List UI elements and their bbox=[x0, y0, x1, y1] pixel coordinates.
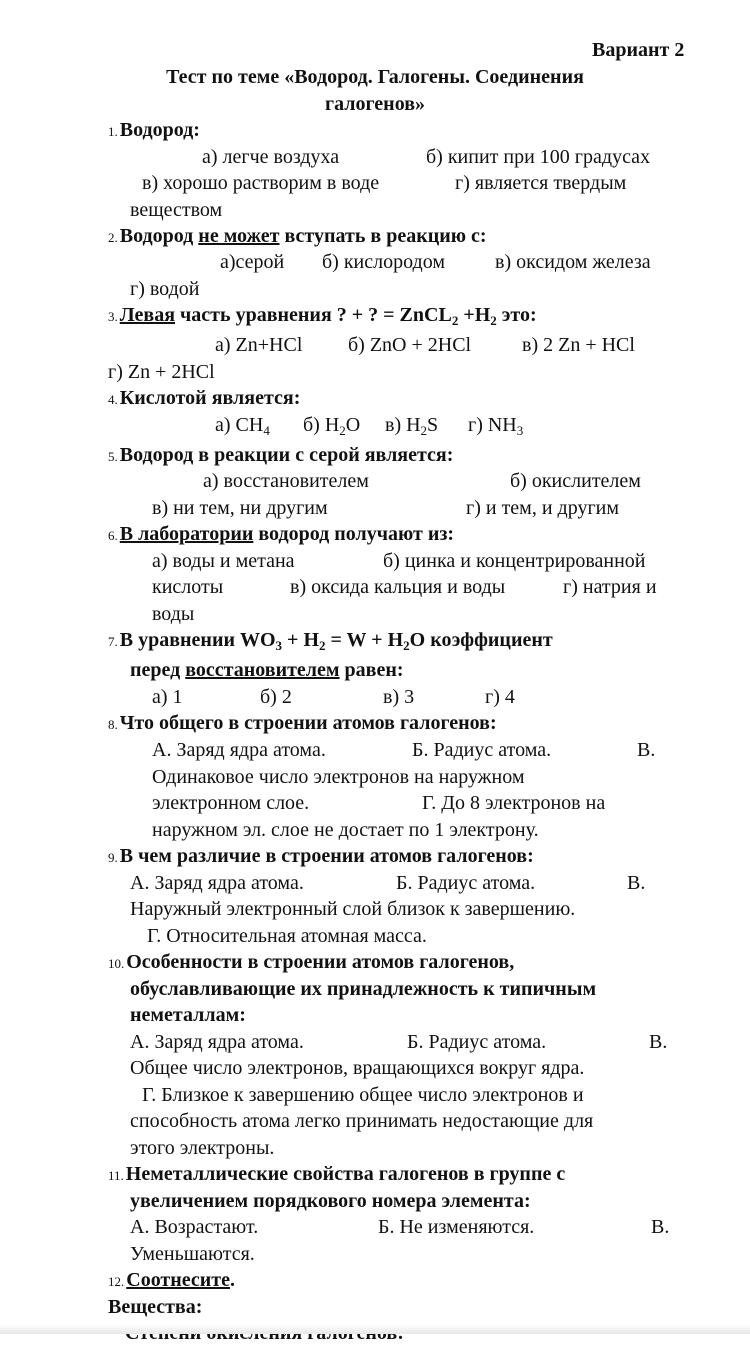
q6-option-b-cont: кислоты bbox=[152, 576, 224, 598]
q6-option-v: в) оксида кальция и воды bbox=[290, 576, 506, 598]
q3-text-mid: +H bbox=[458, 304, 491, 326]
q9-option-b: Б. Радиус атома. bbox=[396, 872, 536, 894]
q7-line2-emph: восстановителем bbox=[185, 659, 340, 681]
q1-option-g-cont: веществом bbox=[130, 199, 223, 221]
q7-text-post: O коэффициент bbox=[409, 629, 553, 651]
q4-heading bbox=[108, 386, 300, 412]
q3-option-b: б) ZnO + 2HCl bbox=[348, 334, 472, 356]
q10-number: 10. bbox=[108, 956, 125, 971]
q4-g-text: г) NH bbox=[468, 414, 517, 436]
q6-option-g-cont: воды bbox=[152, 603, 195, 625]
q3-number: 3. bbox=[108, 309, 118, 324]
q1-option-a: а) легче воздуха bbox=[202, 146, 340, 168]
q10-option-g-cont1: способность атома легко принимать недостающие для bbox=[130, 1110, 594, 1132]
q10-option-b: Б. Радиус атома. bbox=[407, 1031, 547, 1053]
q7-text-mid2: = W + H bbox=[325, 629, 404, 651]
q3-text-emph: Левая bbox=[119, 304, 176, 326]
q4-a-sub: 4 bbox=[263, 423, 270, 438]
q2-option-b: б) кислородом bbox=[322, 251, 445, 273]
q8-text: Что общего в строении атомов галогенов: bbox=[119, 712, 497, 734]
q7-heading bbox=[108, 628, 553, 654]
q5-number: 5. bbox=[108, 449, 118, 464]
q7-option-a: а) 1 bbox=[152, 686, 183, 708]
q9-option-a: А. Заряд ядра атома. bbox=[130, 872, 304, 894]
q4-option-b bbox=[303, 413, 360, 437]
variant-label: Вариант 2 bbox=[592, 39, 685, 61]
q11-number: 11. bbox=[108, 1168, 124, 1183]
q8-option-v-text: Одинаковое число электронов на наружном bbox=[152, 766, 525, 788]
q4-g-sub: 3 bbox=[516, 423, 524, 438]
q7-heading-line2 bbox=[130, 658, 404, 682]
q7-line2-pre: перед bbox=[130, 659, 186, 681]
q8-heading bbox=[108, 711, 497, 737]
q5-option-g: г) и тем, и другим bbox=[466, 497, 620, 519]
q7-option-v: в) 3 bbox=[383, 686, 415, 708]
q10-option-a: А. Заряд ядра атома. bbox=[130, 1031, 304, 1053]
q2-text-post: вступать в реакцию с: bbox=[279, 225, 487, 247]
q4-option-v bbox=[385, 413, 438, 437]
q9-option-g: Г. Относительная атомная масса. bbox=[147, 925, 427, 947]
q1-option-g: г) является твердым bbox=[455, 172, 627, 194]
q6-heading bbox=[108, 522, 454, 548]
q8-option-a: А. Заряд ядра атома. bbox=[152, 739, 326, 761]
q1-option-v: в) хорошо растворим в воде bbox=[142, 172, 380, 194]
q11-option-v: В. bbox=[651, 1216, 670, 1238]
q5-option-v: в) ни тем, ни другим bbox=[152, 497, 328, 519]
q9-heading bbox=[108, 844, 534, 870]
q10-option-v-text: Общее число электронов, вращающихся вокруг ядра. bbox=[130, 1057, 585, 1079]
q4-text: Кислотой является: bbox=[119, 387, 301, 409]
q10-text-line1: Особенности в строении атомов галогенов, bbox=[126, 951, 515, 973]
q5-option-b: б) окислителем bbox=[510, 470, 641, 492]
q1-text: Водород: bbox=[119, 119, 200, 141]
q7-text-pre: В уравнении WO bbox=[119, 629, 276, 651]
q5-text: Водород в реакции с серой является: bbox=[119, 444, 454, 466]
page-bottom-shadow bbox=[0, 1324, 750, 1334]
q4-a-text: а) CH bbox=[215, 414, 264, 436]
q9-text: В чем различие в строении атомов галогенов: bbox=[119, 845, 534, 867]
q3-option-v: в) 2 Zn + HCl bbox=[522, 334, 635, 356]
q4-option-a bbox=[215, 413, 270, 437]
q12-text-emph: Соотнесите bbox=[126, 1269, 230, 1291]
q11-option-v-text: Уменьшаются. bbox=[130, 1243, 255, 1265]
test-title-line1: Тест по теме «Водород. Галогены. Соединения bbox=[166, 66, 584, 88]
q12-number: 12. bbox=[108, 1274, 125, 1289]
q7-sub3: 2 bbox=[403, 638, 410, 653]
q2-option-a: а)серой bbox=[220, 251, 285, 273]
q12-text-post: . bbox=[230, 1269, 235, 1291]
q9-number: 9. bbox=[108, 850, 118, 865]
test-title-line2: галогенов» bbox=[325, 93, 425, 115]
q7-sub2: 2 bbox=[319, 638, 326, 653]
q12-heading bbox=[108, 1268, 235, 1294]
q12-substances-label: Вещества: bbox=[108, 1296, 203, 1318]
q1-number: 1. bbox=[108, 124, 118, 139]
q3-sub2: 2 bbox=[490, 313, 497, 328]
q10-text-line2: обуславливающие их принадлежность к типичным bbox=[130, 978, 597, 1000]
q5-heading bbox=[108, 443, 453, 469]
q8-option-g: Г. До 8 электронов на bbox=[422, 792, 606, 814]
q2-text-pre: Водород bbox=[119, 225, 199, 247]
q4-b-post: O bbox=[345, 414, 361, 436]
q11-text-line2: увеличением порядкового номера элемента: bbox=[130, 1190, 531, 1212]
q7-sub1: 3 bbox=[275, 638, 283, 653]
q3-heading bbox=[108, 303, 537, 329]
q4-v-post: S bbox=[427, 414, 439, 436]
q3-option-g: г) Zn + 2HCl bbox=[108, 361, 215, 383]
q10-heading bbox=[108, 950, 514, 976]
q3-text-post: это: bbox=[496, 304, 537, 326]
q7-number: 7. bbox=[108, 634, 118, 649]
q11-heading bbox=[108, 1162, 565, 1188]
q6-option-a: а) воды и метана bbox=[152, 550, 295, 572]
q6-text-emph: В лаборатории bbox=[119, 523, 254, 545]
q7-text-mid1: + H bbox=[282, 629, 319, 651]
q8-option-v-cont: электронном слое. bbox=[152, 792, 310, 814]
q3-text-pre: часть уравнения ? + ? = ZnCL bbox=[175, 304, 452, 326]
q2-number: 2. bbox=[108, 230, 118, 245]
q7-option-g: г) 4 bbox=[485, 686, 515, 708]
q2-option-v: в) оксидом железа bbox=[495, 251, 651, 273]
q6-text-post: водород получают из: bbox=[253, 523, 455, 545]
q4-b-text: б) H bbox=[303, 414, 340, 436]
q4-option-g bbox=[468, 413, 523, 437]
q2-option-g: г) водой bbox=[130, 278, 200, 300]
q11-option-a: А. Возрастают. bbox=[130, 1216, 259, 1238]
q10-option-g-cont2: этого электроны. bbox=[130, 1137, 275, 1159]
q9-option-v: В. bbox=[627, 872, 646, 894]
q4-v-text: в) H bbox=[385, 414, 421, 436]
q7-option-b: б) 2 bbox=[260, 686, 292, 708]
q9-option-v-text: Наружный электронный слой близок к завершению. bbox=[130, 898, 576, 920]
q8-option-b: Б. Радиус атома. bbox=[412, 739, 552, 761]
q8-number: 8. bbox=[108, 717, 118, 732]
q7-line2-post: равен: bbox=[339, 659, 404, 681]
q6-option-g: г) натрия и bbox=[563, 576, 657, 598]
q11-option-b: Б. Не изменяются. bbox=[378, 1216, 535, 1238]
q10-text-line3: неметаллам: bbox=[130, 1004, 246, 1026]
q4-b-sub: 2 bbox=[339, 423, 346, 438]
q6-number: 6. bbox=[108, 528, 118, 543]
q8-option-v: В. bbox=[637, 739, 656, 761]
q4-v-sub: 2 bbox=[420, 423, 428, 438]
q2-heading bbox=[108, 224, 487, 250]
q8-option-g-cont: наружном эл. слое не достает по 1 электрону. bbox=[152, 819, 539, 841]
q5-option-a: а) восстановителем bbox=[203, 470, 369, 492]
q10-option-g: Г. Близкое к завершению общее число электронов и bbox=[142, 1084, 584, 1106]
q6-option-b: б) цинка и концентрированной bbox=[383, 550, 646, 572]
q3-sub1: 2 bbox=[451, 313, 459, 328]
q11-text-line1: Неметаллические свойства галогенов в группе с bbox=[125, 1163, 566, 1185]
q3-option-a: а) Zn+HCl bbox=[215, 334, 303, 356]
q2-text-emph: не может bbox=[198, 225, 280, 247]
q10-option-v: В. bbox=[649, 1031, 668, 1053]
q4-number: 4. bbox=[108, 392, 118, 407]
q1-option-b: б) кипит при 100 градусах bbox=[426, 146, 651, 168]
q1-heading bbox=[108, 118, 200, 144]
